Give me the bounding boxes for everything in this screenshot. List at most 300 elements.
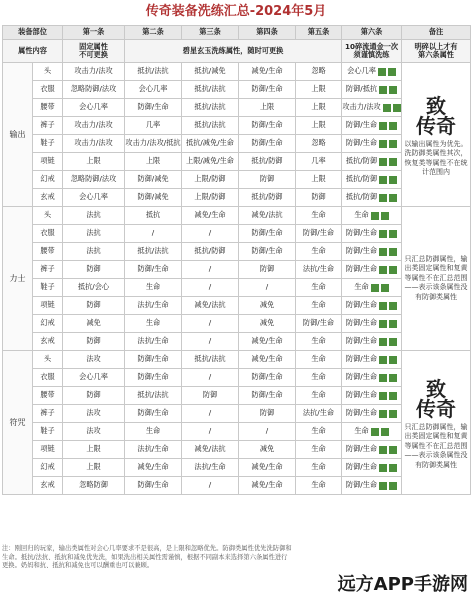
attr-text: 抵抗/防御 [345,156,378,166]
attr-cell: 生命 [296,243,342,261]
part-name: 衣服 [33,369,63,387]
attr-cell-with-checkbox [346,391,397,399]
attr-text: 防御/生命 [345,372,378,382]
attr-cell [342,279,402,297]
table-row [3,261,471,279]
attr-cell: / [182,279,239,297]
checkbox-icon[interactable] [379,266,387,274]
attr-text: 抵抗/防御 [345,174,378,184]
checkbox-icon[interactable] [389,86,397,94]
attr-cell: 生命 [296,459,342,477]
table-row [3,423,471,441]
attr-cell: 会心几率 [125,81,182,99]
equipment-table [2,25,471,495]
table-row [3,315,471,333]
attr-cell-with-checkbox [354,427,388,435]
part-name: 幻戒 [33,459,63,477]
checkbox-icon[interactable] [389,176,397,184]
part-name: 头 [33,351,63,369]
attr-cell: 防御 [182,387,239,405]
attr-cell: 防御 [63,387,125,405]
attr-cell-with-checkbox [346,481,397,489]
attr-cell [342,333,402,351]
attr-cell: 法抗/生命 [296,261,342,279]
attr-cell: 法抗 [63,225,125,243]
attr-cell: 法抗/生命 [182,459,239,477]
attr-cell: 生命 [125,315,182,333]
checkbox-icon[interactable] [379,122,387,130]
attr-cell: 生命 [296,369,342,387]
attr-cell-with-checkbox [342,103,400,111]
part-name: 裤子 [33,405,63,423]
attr-cell: 抵抗/法抗 [182,351,239,369]
attr-text: 防御/生命 [345,408,378,418]
part-name: 裤子 [33,117,63,135]
table-row [3,153,471,171]
attr-cell: 上限/减免/生命 [182,153,239,171]
fixed-attr-label: 固定属性 不可更换 [63,40,125,63]
checkbox-icon[interactable] [389,158,397,166]
attr-cell: 防御/生命 [239,81,296,99]
checkbox-icon[interactable] [378,68,386,76]
checkbox-icon[interactable] [379,248,387,256]
checkbox-icon[interactable] [379,176,387,184]
attr-cell: 生命 [296,333,342,351]
attr-cell: 上限 [239,99,296,117]
table-row [3,81,471,99]
part-name: 项链 [33,153,63,171]
attr-cell: 抵抗/法抗 [182,81,239,99]
attr-cell: 法抗/生命 [296,405,342,423]
attr-cell-with-checkbox [346,355,397,363]
attr-text: 防御/生命 [345,300,378,310]
class-note [402,63,471,207]
attr-cell: 生命 [296,207,342,225]
attr-cell: / [182,405,239,423]
checkbox-icon[interactable] [379,140,387,148]
checkbox-icon[interactable] [381,428,389,436]
attr-cell [342,405,402,423]
attr-cell [342,225,402,243]
col-header-2: 第二条 [125,26,182,40]
attr-cell: 攻击力/法攻 [63,63,125,81]
attr-cell: 抵抗/防御 [239,189,296,207]
checkbox-icon[interactable] [389,230,397,238]
attr-cell: 减免 [239,297,296,315]
attr-text: 防御/生命 [345,264,378,274]
attr-cell [342,81,402,99]
attr-cell-with-checkbox [346,85,397,93]
checkbox-icon[interactable] [379,320,387,328]
attr-text: 防御/生命 [345,318,378,328]
attr-cell [342,207,402,225]
attr-cell: 防御/生命 [296,225,342,243]
attr-cell: 攻击力/法攻 [63,117,125,135]
checkbox-icon[interactable] [379,302,387,310]
attr-cell: 防御/生命 [239,225,296,243]
attr-cell: 抵抗/法抗 [125,243,182,261]
attr-text: 防御/生命 [345,390,378,400]
table-row [3,387,471,405]
attr-cell [342,171,402,189]
table-row [3,441,471,459]
attr-cell: 抵抗/防御 [239,153,296,171]
attr-cell: 抵抗/减免/生命 [182,135,239,153]
attr-cell: 防御 [63,333,125,351]
part-name: 玄戒 [33,333,63,351]
checkbox-icon[interactable] [393,104,401,112]
attr-cell: 防御/生命 [239,117,296,135]
attr-text: 生命 [354,282,369,292]
brand-watermark: 远方APP手游网 [337,574,468,595]
attr-cell [342,261,402,279]
table-row [3,207,471,225]
attr-cell: 会心几率 [63,189,125,207]
col-header-note: 备注 [402,26,471,40]
attr-cell: 上限 [125,153,182,171]
table-row [3,477,471,495]
calligraphy-logo: 致 传奇 [416,93,457,138]
attr-cell: 防御/生命 [125,351,182,369]
attr-cell: 生命 [296,441,342,459]
attr-cell: 减免/法抗 [182,297,239,315]
refine-attr-label: 碧星玄玉洗练属性，随时可更换 [125,40,342,63]
attr-cell-with-checkbox [346,247,397,255]
attr-cell: / [182,333,239,351]
page-title: 传奇装备洗练汇总-2024年5月 [145,4,327,19]
checkbox-icon[interactable] [381,212,389,220]
attr-cell: 忽略 [296,135,342,153]
attr-cell: 生命 [125,279,182,297]
attr-cell: / [182,369,239,387]
attr-cell: 防御/生命 [125,369,182,387]
attr-cell: 防御/生命 [239,369,296,387]
note-header-label: 明碎以上才有 第六条属性 [402,40,471,63]
col-header-6: 第六条 [342,26,402,40]
attr-cell: / [182,423,239,441]
attr-cell: 防御 [296,189,342,207]
table-row [3,189,471,207]
attr-cell: 生命 [296,477,342,495]
attr-cell: 抵抗/法抗 [125,387,182,405]
attr-cell: 生命 [125,423,182,441]
attr-cell: 法抗/生命 [125,297,182,315]
attr-cell: 防御/生命 [125,405,182,423]
checkbox-icon[interactable] [389,302,397,310]
attr-cell: 防御/生命 [125,99,182,117]
attr-cell-with-checkbox [346,175,397,183]
attr-cell: 防御/生命 [239,243,296,261]
footer-note: 注：刚回归的玩家，输出类属性对会心几率要求不是很高，是上限和忽略优先。防御类属性优先洗防御和生命。抵抗/法抗、抵抗和减免优先洗，如果洗出相关属性需谨慎，根据不同副本来选择第六条属性进行更换。奶妈和抗、抵抗和减免也可以酬重也可以兼顾。 [2,545,292,569]
attr-text: 防御/生命 [345,462,378,472]
checkbox-icon[interactable] [389,266,397,274]
sixth-attr-label: 10碎流通金一次 须谨慎洗练 [342,40,402,63]
attr-cell: 减免/生命 [182,207,239,225]
checkbox-icon[interactable] [389,248,397,256]
table-row [3,225,471,243]
part-name: 鞋子 [33,279,63,297]
attr-cell: 减免/法抗 [239,207,296,225]
checkbox-icon[interactable] [389,374,397,382]
attr-cell: 法攻 [63,423,125,441]
note-text: 只汇总防御属性，输出类固定属性和复黄等属性不在汇总范围 ——表示该条属性没有防御类属性 [404,254,468,301]
attr-cell-with-checkbox [346,139,397,147]
attr-cell: 法攻 [63,351,125,369]
attr-text: 防御/抵抗 [345,84,378,94]
attr-cell-with-checkbox [346,463,397,471]
attr-cell: 减免 [239,441,296,459]
col-header-3: 第三条 [182,26,239,40]
attr-cell: 上限 [63,441,125,459]
attr-cell: 减免 [239,315,296,333]
table-row [3,171,471,189]
attr-cell-with-checkbox [346,229,397,237]
class-name: 力士 [3,207,33,351]
attr-cell: 抵抗/防御 [182,243,239,261]
attr-text: 防御/生命 [345,336,378,346]
attr-cell-with-checkbox [346,157,397,165]
attr-cell: 生命 [296,423,342,441]
attr-text: 防御/生命 [345,120,378,130]
checkbox-icon[interactable] [379,374,387,382]
attr-cell [342,117,402,135]
attr-content-label: 属性内容 [3,40,63,63]
part-name: 腰带 [33,243,63,261]
attr-cell-with-checkbox [354,211,388,219]
checkbox-icon[interactable] [379,194,387,202]
class-note [402,207,471,351]
attr-cell [342,369,402,387]
note-text: 只汇总防御属性，输出类固定属性和复黄等属性不在汇总范围 ——表示该条属性没有防御类属性 [404,422,468,469]
checkbox-icon[interactable] [389,446,397,454]
attr-cell: 防御 [63,297,125,315]
attr-cell: 上限 [63,459,125,477]
checkbox-icon[interactable] [379,464,387,472]
part-name: 幻戒 [33,171,63,189]
attr-cell: 防御/生命 [296,315,342,333]
attr-cell: 减免/生命 [239,459,296,477]
attr-cell: 防御 [239,261,296,279]
checkbox-icon[interactable] [389,122,397,130]
checkbox-icon[interactable] [371,428,379,436]
attr-cell: 会心几率 [63,369,125,387]
attr-cell: 生命 [296,387,342,405]
checkbox-icon[interactable] [383,104,391,112]
table-row [3,117,471,135]
part-name: 头 [33,63,63,81]
attr-cell-with-checkbox [346,265,397,273]
attr-cell-with-checkbox [346,319,397,327]
checkbox-icon[interactable] [388,68,396,76]
attr-cell: 防御/生命 [125,477,182,495]
attr-cell-with-checkbox [354,283,388,291]
attr-cell: 生命 [296,351,342,369]
attr-cell: / [125,225,182,243]
attr-cell: 上限 [296,171,342,189]
attr-text: 防御/生命 [345,480,378,490]
checkbox-icon[interactable] [371,212,379,220]
attr-cell-with-checkbox [346,301,397,309]
header-row [3,26,471,40]
attr-cell [342,441,402,459]
attr-cell: 上限/防御 [182,189,239,207]
attr-cell: 法抗/生命 [125,441,182,459]
table-row [3,333,471,351]
checkbox-icon[interactable] [371,284,379,292]
table-row [3,63,471,81]
attr-cell: 防御 [239,171,296,189]
part-name: 玄戒 [33,477,63,495]
checkbox-icon[interactable] [379,158,387,166]
attr-cell-with-checkbox [346,409,397,417]
attr-cell: 防御/生命 [239,135,296,153]
attr-cell: 上限 [296,81,342,99]
attr-cell: 防御/生命 [125,261,182,279]
attr-cell [342,387,402,405]
attr-cell-with-checkbox [347,67,396,75]
attr-text: 生命 [354,426,369,436]
attr-cell: 上限 [63,153,125,171]
attr-text: 攻击力/法攻 [342,102,381,112]
attr-text: 生命 [354,210,369,220]
attr-cell: 上限/防御 [182,171,239,189]
part-name: 头 [33,207,63,225]
checkbox-icon[interactable] [389,464,397,472]
checkbox-icon[interactable] [379,446,387,454]
attr-cell [342,153,402,171]
attr-cell-with-checkbox [346,121,397,129]
part-name: 裤子 [33,261,63,279]
attr-cell: 减免/生命 [125,459,182,477]
part-name: 鞋子 [33,423,63,441]
attr-text: 抵抗/防御 [345,192,378,202]
class-name: 输出 [3,63,33,207]
part-name: 项链 [33,441,63,459]
attr-cell: 会心几率 [63,99,125,117]
attr-cell-with-checkbox [346,445,397,453]
attr-cell: 几率 [296,153,342,171]
attr-cell: 减免/生命 [239,351,296,369]
attr-cell [342,297,402,315]
checkbox-icon[interactable] [389,320,397,328]
attr-text: 防御/生命 [345,246,378,256]
part-name: 幻戒 [33,315,63,333]
attr-cell: 抵抗/会心 [63,279,125,297]
attr-cell-with-checkbox [346,373,397,381]
table-row [3,405,471,423]
attr-cell: 忽略防御 [63,477,125,495]
checkbox-icon[interactable] [379,410,387,418]
table-row [3,351,471,369]
attr-cell: 防御 [63,261,125,279]
table-row [3,279,471,297]
attr-cell: / [182,315,239,333]
attr-cell: 减免 [63,315,125,333]
attr-cell: 攻击力/法攻/抵抗 [125,135,182,153]
checkbox-icon[interactable] [381,284,389,292]
attr-cell: 抵抗/减免 [182,63,239,81]
note-text: 以输出属性为优先。洗防御类属性其次，恢复类等属性不在统计范围内 [404,139,468,176]
checkbox-icon[interactable] [379,482,387,490]
checkbox-icon[interactable] [389,140,397,148]
part-name: 腰带 [33,99,63,117]
part-name: 鞋子 [33,135,63,153]
table-row [3,99,471,117]
checkbox-icon[interactable] [389,410,397,418]
part-name: 玄戒 [33,189,63,207]
attr-text: 防御/生命 [345,444,378,454]
attr-cell: 生命 [296,297,342,315]
part-name: 项链 [33,297,63,315]
table-row [3,459,471,477]
checkbox-icon[interactable] [379,338,387,346]
attr-cell: / [182,261,239,279]
attr-cell: 防御/减免 [125,171,182,189]
checkbox-icon[interactable] [379,356,387,364]
attr-cell: 几率 [125,117,182,135]
attr-cell: / [182,477,239,495]
attr-cell: / [239,279,296,297]
checkbox-icon[interactable] [389,356,397,364]
attr-cell: / [182,225,239,243]
attr-cell: 忽略防御/法攻 [63,171,125,189]
checkbox-icon[interactable] [379,392,387,400]
col-header-5: 第五条 [296,26,342,40]
attr-cell [342,423,402,441]
attr-cell: 上限 [296,99,342,117]
part-name: 衣服 [33,225,63,243]
attr-cell: 减免/生命 [239,333,296,351]
attr-cell: 抵抗/法抗 [125,63,182,81]
checkbox-icon[interactable] [379,86,387,94]
attr-cell [342,459,402,477]
attr-cell: 忽略 [296,63,342,81]
attr-cell: 减免/生命 [239,63,296,81]
checkbox-icon[interactable] [379,230,387,238]
checkbox-icon[interactable] [389,338,397,346]
checkbox-icon[interactable] [389,482,397,490]
attr-cell [342,315,402,333]
attr-cell: 上限 [296,117,342,135]
attr-text: 防御/生命 [345,228,378,238]
attr-cell [342,135,402,153]
attr-cell: 防御 [239,405,296,423]
attr-text: 防御/生命 [345,354,378,364]
attr-cell [342,477,402,495]
checkbox-icon[interactable] [389,392,397,400]
checkbox-icon[interactable] [389,194,397,202]
attr-cell: 减免/法抗 [182,441,239,459]
attr-cell: 忽略防御/法攻 [63,81,125,99]
attr-text: 防御/生命 [345,138,378,148]
attr-cell-with-checkbox [346,337,397,345]
attr-cell: / [239,423,296,441]
attr-cell: 减免/生命 [239,477,296,495]
class-name: 符咒 [3,351,33,495]
attr-cell [342,351,402,369]
attr-cell: 抵抗/法抗 [182,99,239,117]
attr-cell: 防御/生命 [239,387,296,405]
col-header-4: 第四条 [239,26,296,40]
part-name: 衣服 [33,81,63,99]
table-row [3,297,471,315]
col-header-1: 第一条 [63,26,125,40]
attr-cell: 抵抗 [125,207,182,225]
attr-cell: 防御/减免 [125,189,182,207]
attr-cell: 法抗 [63,207,125,225]
attr-cell [342,99,402,117]
class-note [402,351,471,495]
